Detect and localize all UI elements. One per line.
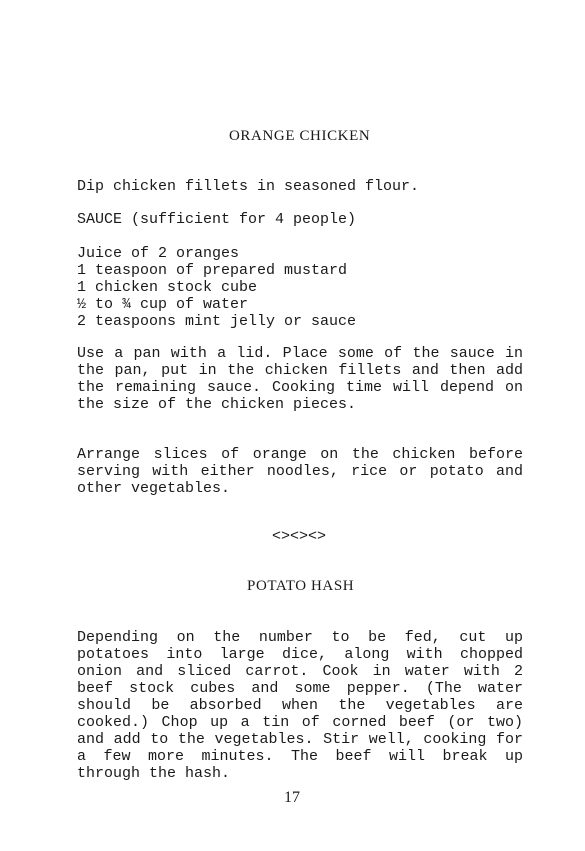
ingredient-list — [77, 245, 356, 330]
page-number: 17 — [284, 789, 300, 806]
recipe-title-orange-chicken: ORANGE CHICKEN — [229, 128, 371, 144]
ingredient-item: 1 teaspoon of prepared mustard — [77, 262, 348, 279]
ingredient-item: Juice of 2 oranges — [77, 245, 240, 262]
method-paragraph: Arrange slices of orange on the chicken before serving with either noodles, rice or potato and other vegetables. — [77, 446, 523, 497]
ingredient-item: 2 teaspoons mint jelly or sauce — [77, 313, 357, 330]
method-paragraph: Depending on the number to be fed, cut up potatoes into large dice, along with chopped onion and sliced carrot. Cook in water with 2 beef stock cubes and some pepper. (The water should be absorbed when the vegetables are cooked.) Chop up a tin of corned beef (or two) and add to the vegetables. Stir well, cooking for a few more minutes. The beef will break up through the hash. — [77, 629, 523, 782]
recipe-intro: Dip chicken fillets in seasoned flour. — [77, 178, 420, 195]
ingredient-item: 1 chicken stock cube — [77, 279, 258, 296]
method-paragraph: Use a pan with a lid. Place some of the sauce in the pan, put in the chicken fillets and then add the remaining sauce. Cooking time will depend on the size of the chicken pieces. — [77, 345, 523, 413]
ingredient-item: ½ to ¾ cup of water — [77, 296, 249, 313]
sauce-heading: SAUCE (sufficient for 4 people) — [77, 211, 357, 228]
recipe-title-potato-hash: POTATO HASH — [247, 578, 355, 594]
section-divider: <><><> — [272, 528, 327, 545]
